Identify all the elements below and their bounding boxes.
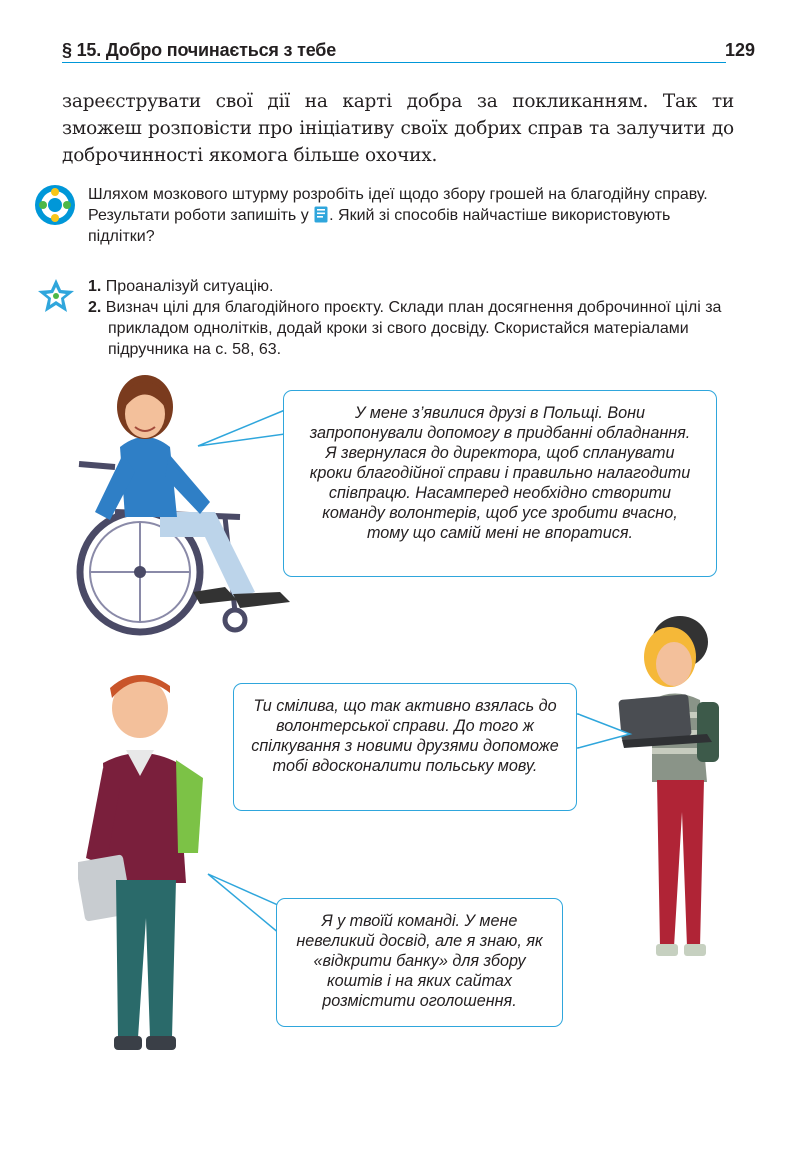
star-task-icon <box>37 278 75 314</box>
page-number: 129 <box>724 40 755 60</box>
group-work-icon <box>34 184 76 226</box>
task-steps <box>88 276 738 360</box>
section-title: § 15. Добро починається з тебе <box>62 40 337 60</box>
notebook-icon <box>314 206 328 223</box>
step-number: 2. <box>88 299 102 316</box>
intro-paragraph: зареєструвати свої дії на карті добра за покликанням. Так ти зможеш розповісти про ініціативу своїх добрих справ та залучити до доброчинності якомога більше охочих. <box>62 91 734 166</box>
speech-bubble-tail <box>198 408 288 450</box>
speech-bubble-girl-laptop: Ти смілива, що так активно взялась до волонтерської справи. До того ж спілкування з новими друзями допоможе тобі вдосконалити польську мову. <box>233 683 577 811</box>
step-number: 1. <box>88 278 102 295</box>
girl-with-laptop-illustration <box>612 612 737 972</box>
step-text: Визнач цілі для благодійного проєкту. Склади план досягнення доброчинної цілі за прикладом однолітків, додай кроки зі свого досвіду. Скористайся матеріалами підручника на с. 58, 63. <box>105 299 722 358</box>
boy-with-book-illustration <box>78 668 218 1068</box>
task-step-2 <box>88 297 738 360</box>
task-step-1 <box>88 276 738 297</box>
group-task <box>88 184 738 247</box>
speech-bubble-boy: Я у твоїй команді. У мене невеликий досвід, але я знаю, як «відкрити банку» для збору коштів і на яких сайтах розмістити оголошення. <box>276 898 563 1027</box>
group-task-text-end: . Який зі способів найчастіше використовують підлітки? <box>88 207 671 245</box>
speech-bubble-tail <box>208 872 284 942</box>
step-text: Проаналізуй ситуацію. <box>105 278 274 295</box>
speech-bubble-girl: У мене з’явилися друзі в Польщі. Вони запропонували допомогу в придбанні обладнання. Я звернулася до директора, щоб спланувати кроки благодійної справи і правильно налагодити співпрацю. Насамперед необхідно створити команду волонтерів, щоб усе зробити вчасно, тому що самій мені не впоратися. <box>283 390 717 577</box>
header-rule <box>62 62 726 63</box>
speech-bubble-tail <box>572 712 632 752</box>
group-task-text: Шляхом мозкового штурму розробіть ідеї щодо збору грошей на благодійну справу. Результати роботи запишіть у <box>88 186 708 224</box>
page-header <box>62 40 755 66</box>
